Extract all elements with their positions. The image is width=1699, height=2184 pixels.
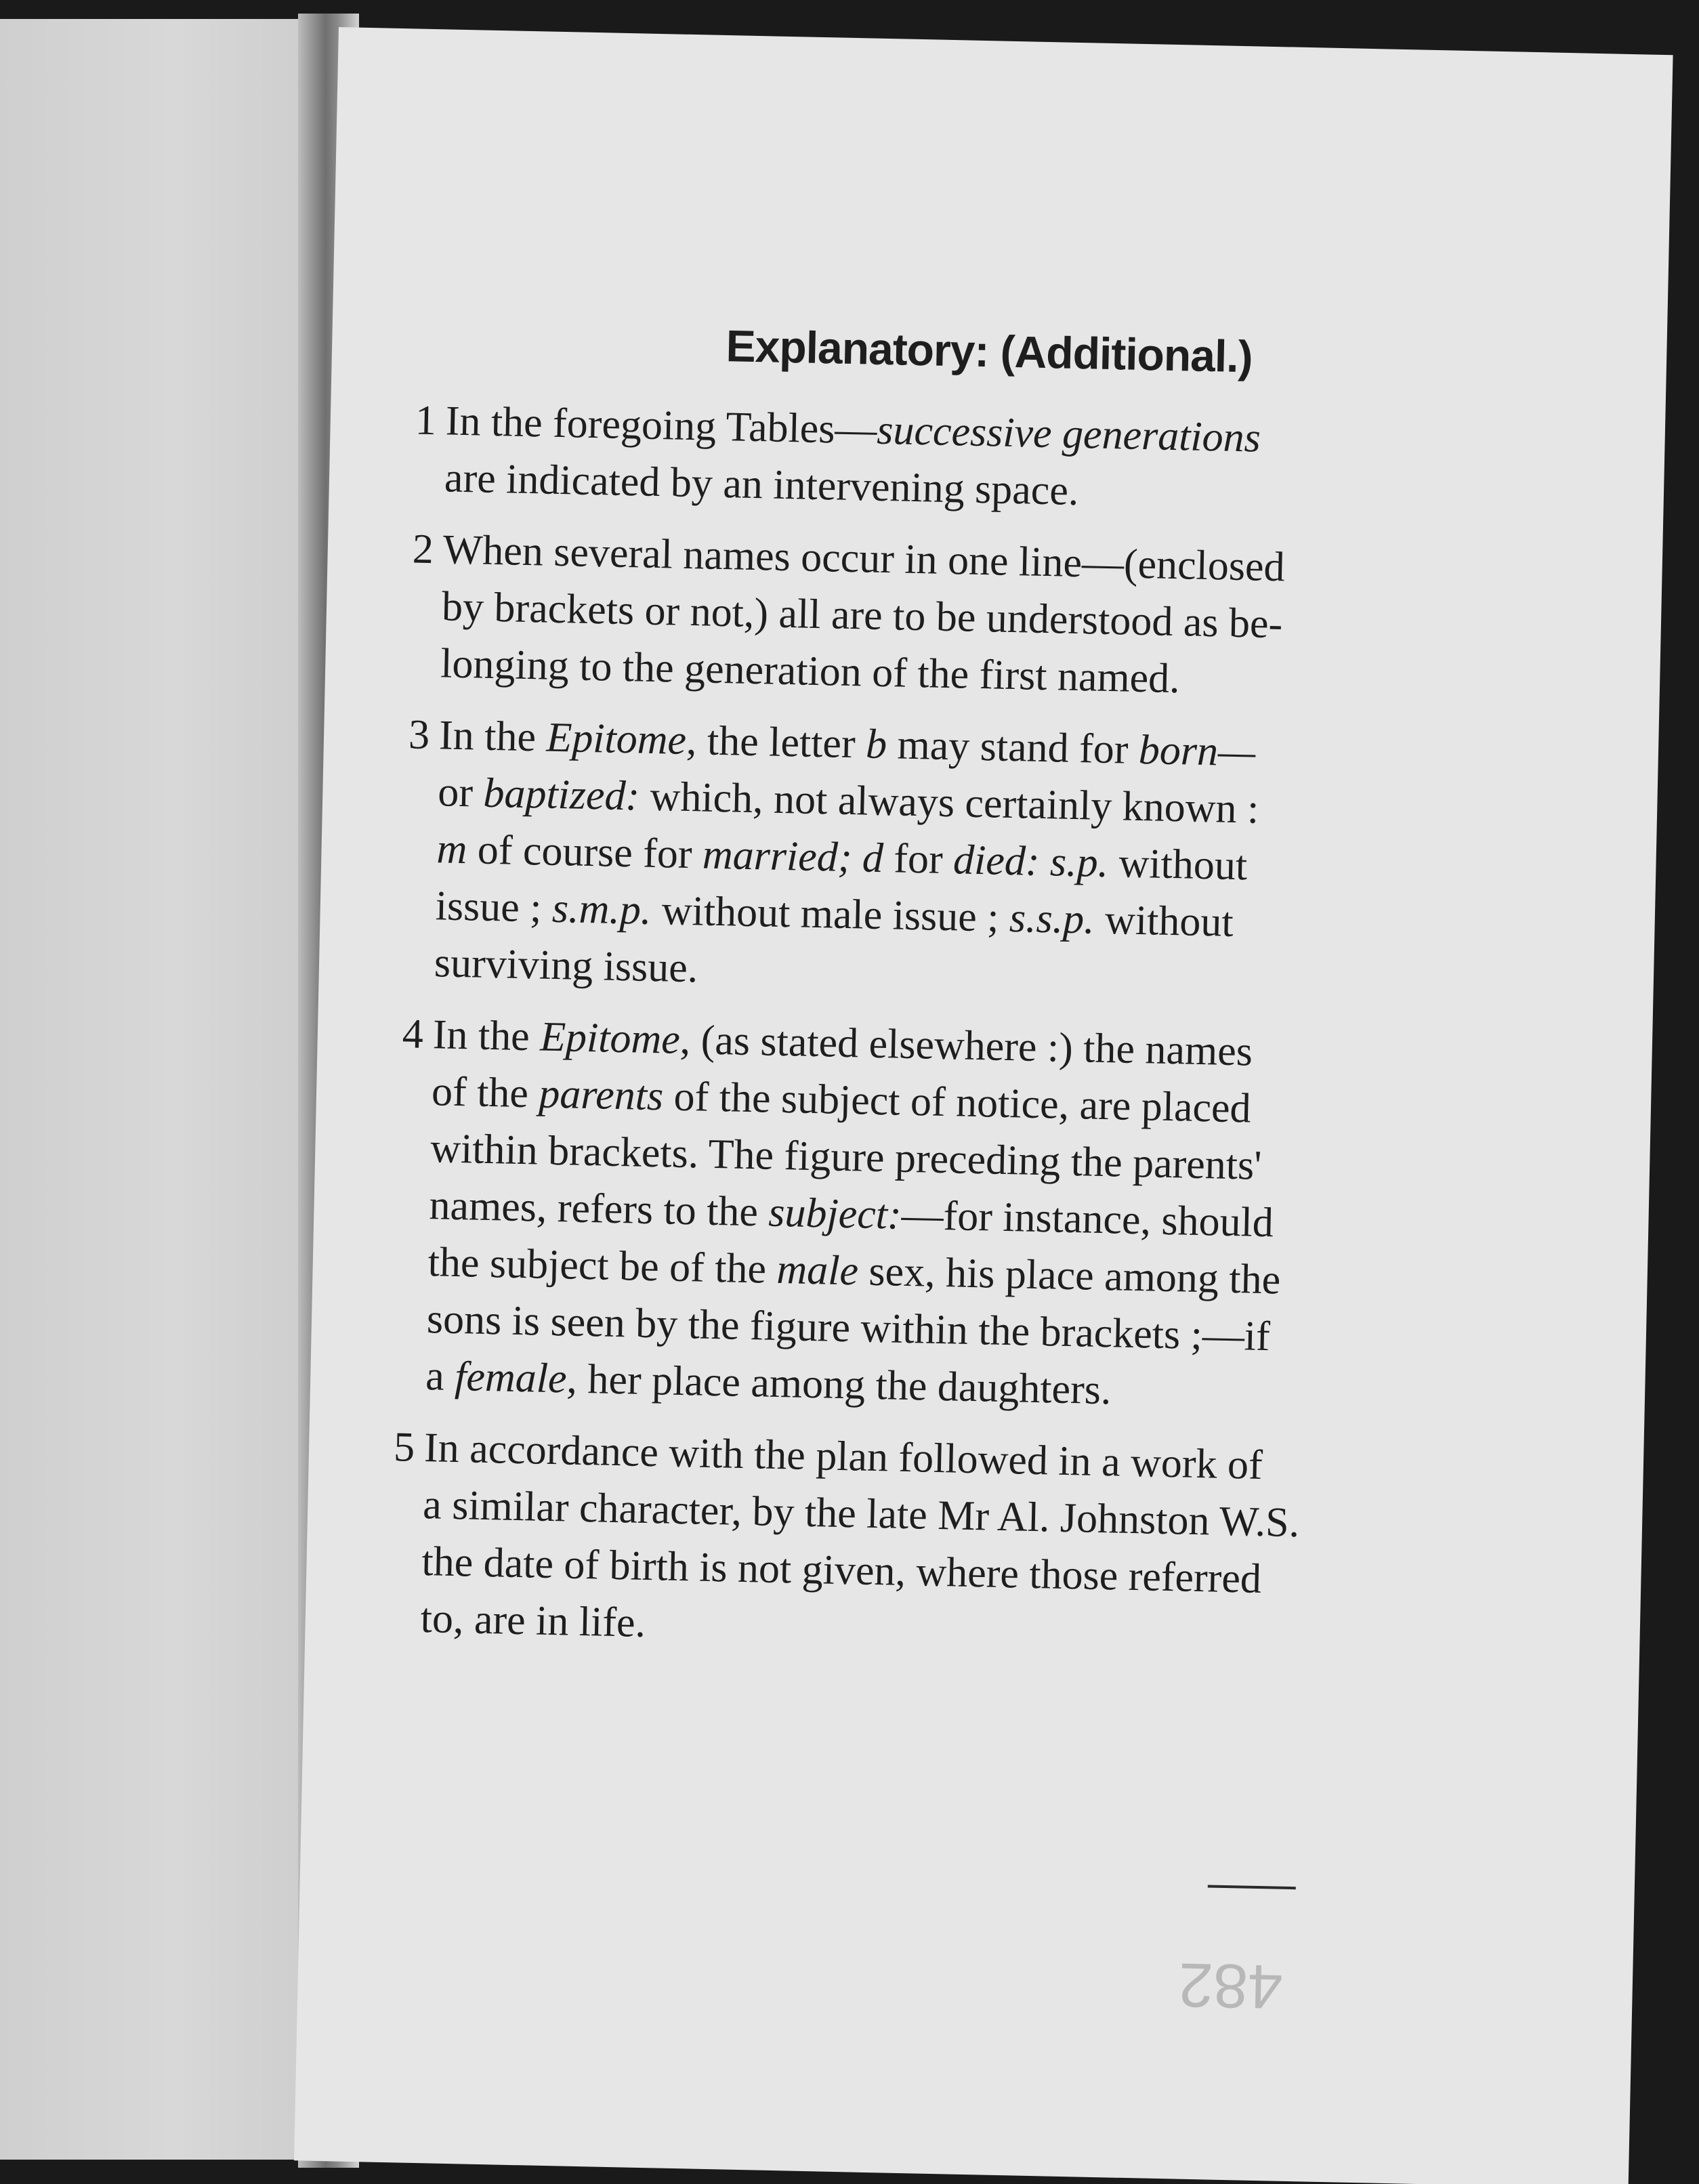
entry-2 bbox=[392, 520, 1534, 715]
page-content bbox=[373, 313, 1538, 1685]
italic-term: parents bbox=[538, 1070, 664, 1120]
entry-text-line: issue ; s.m.p. without male issue ; s.s.p. without bbox=[435, 883, 1234, 946]
italic-term: s.m.p. bbox=[551, 885, 652, 933]
entry-4 bbox=[377, 1005, 1524, 1427]
italic-term: female bbox=[454, 1353, 568, 1402]
italic-term: m bbox=[436, 826, 468, 873]
italic-term: successive generations bbox=[876, 406, 1261, 461]
entry-5 bbox=[373, 1419, 1515, 1670]
entry-text-line: When several names occur in one line—(enclosed bbox=[442, 526, 1286, 591]
italic-term: subject: bbox=[768, 1189, 902, 1238]
italic-term: Epitome bbox=[539, 1013, 681, 1063]
entry-text-line: of the parents of the subject of notice, are placed bbox=[431, 1068, 1252, 1132]
entry-number: 4 bbox=[402, 1011, 424, 1057]
italic-term: s.p. bbox=[1049, 839, 1109, 887]
entry-text-line: longing to the generation of the first named. bbox=[440, 640, 1181, 702]
italic-term: died: bbox=[952, 837, 1041, 885]
entry-text-line: or baptized: which, not always certainly known : bbox=[437, 769, 1260, 833]
entry-text-line: sons is seen by the figure within the brackets ;—if bbox=[426, 1296, 1271, 1360]
entry-text-line: In the Epitome, the letter b may stand for born— bbox=[438, 712, 1256, 776]
italic-term: baptized: bbox=[482, 770, 640, 820]
italic-term: male bbox=[776, 1246, 859, 1295]
entry-text-line: within brackets. The figure preceding the parents' bbox=[429, 1125, 1263, 1189]
page-heading: Explanatory: (Additional.) bbox=[725, 320, 1253, 382]
right-page bbox=[294, 27, 1673, 2184]
entry-text-line: m of course for married; d for died: s.p. without bbox=[436, 826, 1248, 889]
left-page bbox=[0, 19, 318, 2160]
entry-number: 3 bbox=[408, 711, 430, 759]
entry-number: 2 bbox=[412, 526, 434, 573]
entry-text-line: In the foregoing Tables—successive generations bbox=[445, 398, 1261, 461]
entry-number: 5 bbox=[393, 1424, 415, 1471]
italic-term: Epitome bbox=[545, 714, 687, 763]
mirrored-page-number: 482 bbox=[1177, 1950, 1284, 2021]
entry-text-line: names, refers to the subject:—for instance, should bbox=[428, 1182, 1274, 1246]
italic-term: married; bbox=[702, 831, 853, 881]
entry-text-line: In accordance with the plan followed in a work of bbox=[423, 1425, 1263, 1489]
entry-number: 1 bbox=[415, 397, 437, 444]
explanatory-list bbox=[373, 392, 1536, 1670]
entry-text-line: a female, her place among the daughters. bbox=[425, 1353, 1112, 1414]
italic-term: b bbox=[865, 721, 887, 768]
entry-text-line: are indicated by an intervening space. bbox=[444, 455, 1080, 515]
entry-text-line: a similar character, by the late Mr Al. Johnston W.S. bbox=[422, 1482, 1300, 1547]
entry-1 bbox=[396, 392, 1536, 529]
entry-3 bbox=[386, 706, 1530, 1014]
entry-text-line: by brackets or not,) all are to be understood as be- bbox=[441, 583, 1283, 648]
entry-text-line: In the Epitome, (as stated elsewhere :) the names bbox=[432, 1011, 1253, 1075]
entry-text-line: the date of birth is not given, where those referred bbox=[421, 1538, 1262, 1603]
entry-text-line: surviving issue. bbox=[434, 940, 698, 992]
italic-term: born— bbox=[1138, 726, 1256, 776]
entry-text-line: the subject be of the male sex, his place among the bbox=[427, 1239, 1281, 1303]
italic-term: s.s.p. bbox=[1009, 895, 1095, 943]
closing-rule bbox=[1208, 1885, 1296, 1889]
italic-term: d bbox=[862, 835, 884, 882]
entry-text-line: to, are in life. bbox=[420, 1595, 646, 1646]
